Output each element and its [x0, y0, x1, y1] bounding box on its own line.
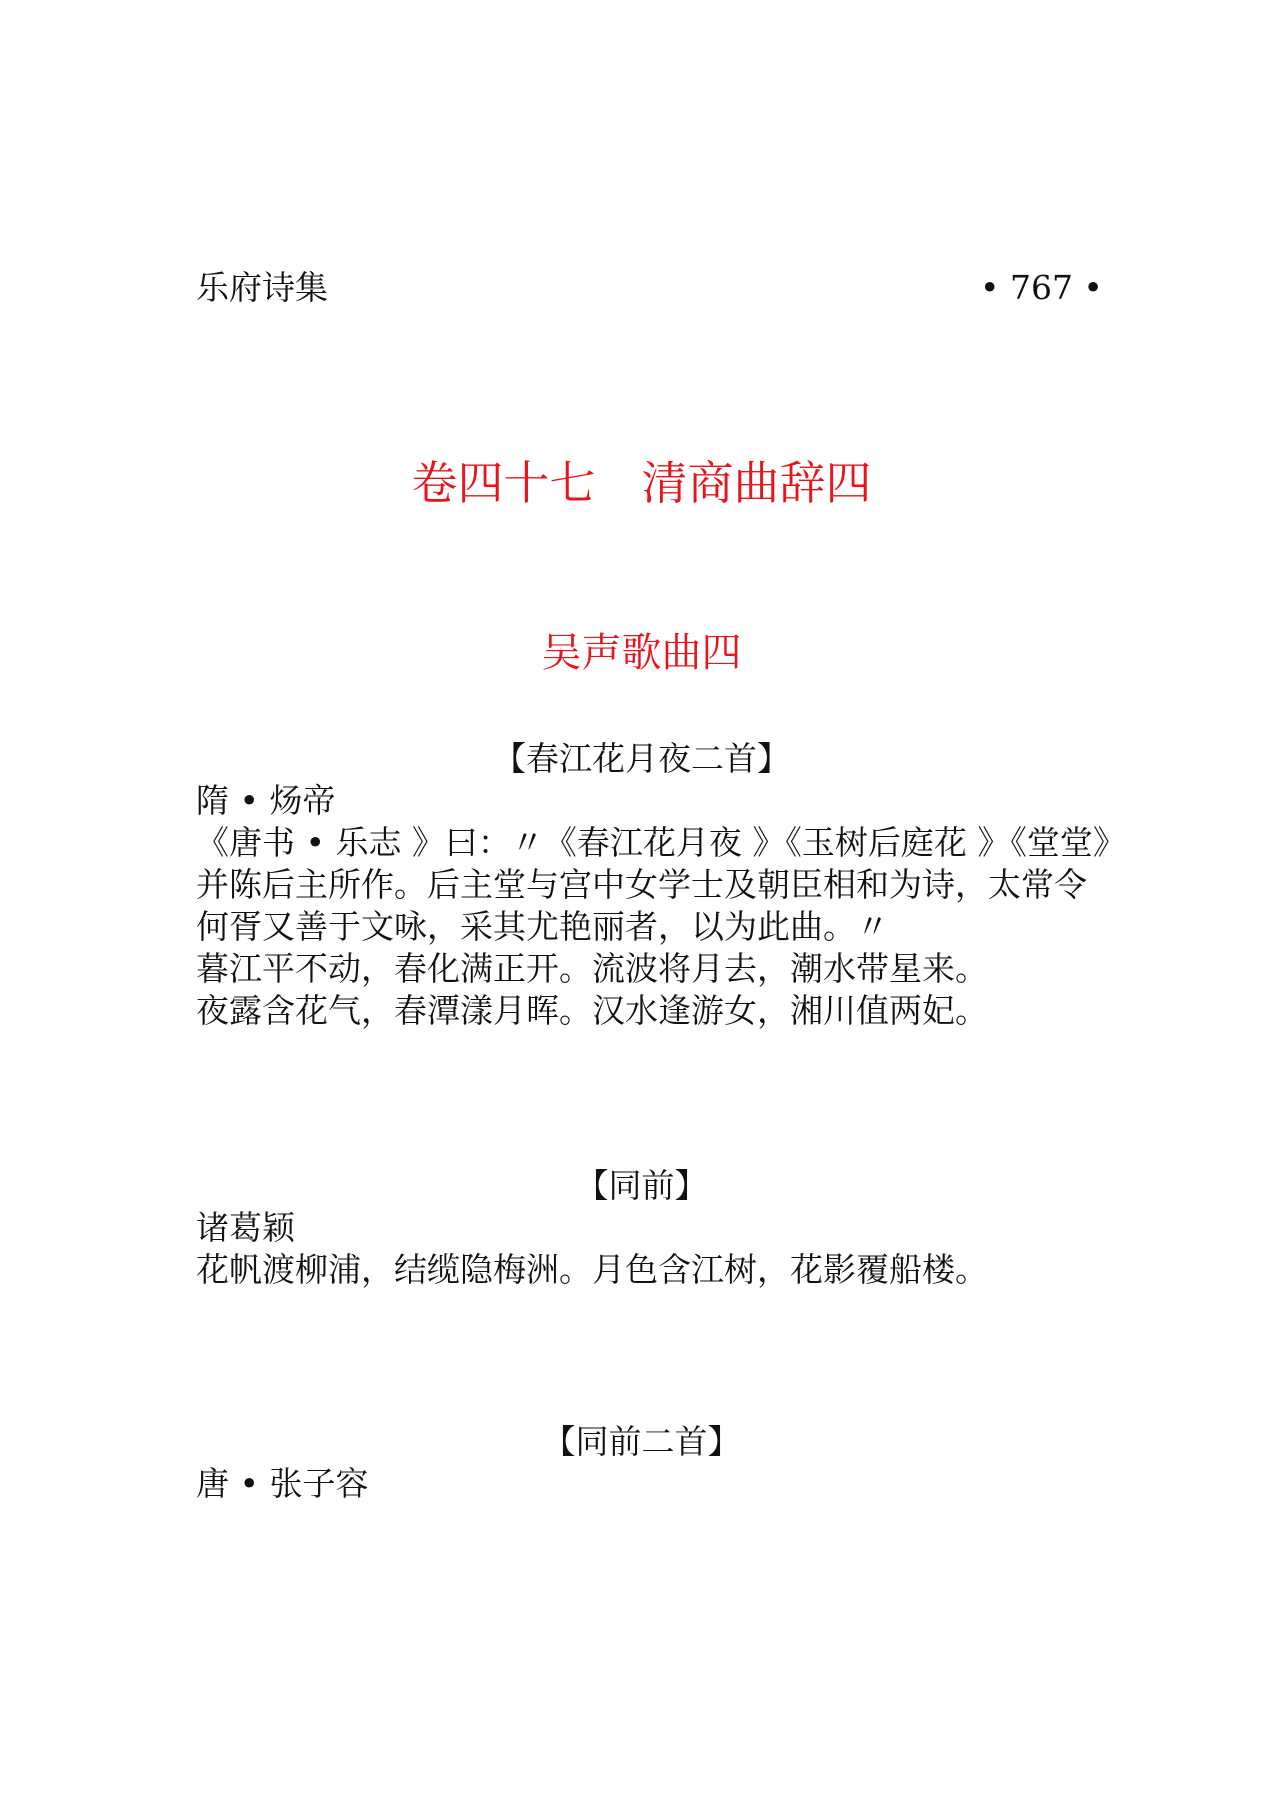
- volume-title: 卷四十七 清商曲辞四: [411, 456, 872, 510]
- poem-line: 花帆渡柳浦，结缆隐梅洲。月色含江树，花影覆船楼。: [196, 1250, 988, 1289]
- poem-title: 【同前】: [575, 1166, 708, 1205]
- poem-author: 诸葛颖: [196, 1208, 295, 1247]
- preface-line: 《唐书 • 乐志 》曰：〃《春江花月夜 》《玉树后庭花 》《堂堂》: [196, 823, 1126, 862]
- preface-line: 并陈后主所作。后主堂与宫中女学士及朝臣相和为诗，太常令: [196, 865, 1087, 904]
- poem-title: 【春江花月夜二首】: [493, 739, 790, 778]
- running-head-book-title: 乐府诗集: [196, 268, 328, 307]
- poem-author: 唐 • 张子容: [196, 1464, 369, 1503]
- preface-line: 何胥又善于文咏，采其尤艳丽者，以为此曲。〃: [196, 907, 889, 946]
- poem-line: 暮江平不动，春化满正开。流波将月去，潮水带星来。: [196, 949, 988, 988]
- page-number: • 767 •: [980, 268, 1103, 307]
- section-title: 吴声歌曲四: [541, 630, 742, 676]
- poem-author: 隋 • 炀帝: [196, 781, 336, 820]
- poem-title: 【同前二首】: [542, 1422, 741, 1461]
- poem-line: 夜露含花气，春潭漾月晖。汉水逢游女，湘川值两妃。: [196, 991, 988, 1030]
